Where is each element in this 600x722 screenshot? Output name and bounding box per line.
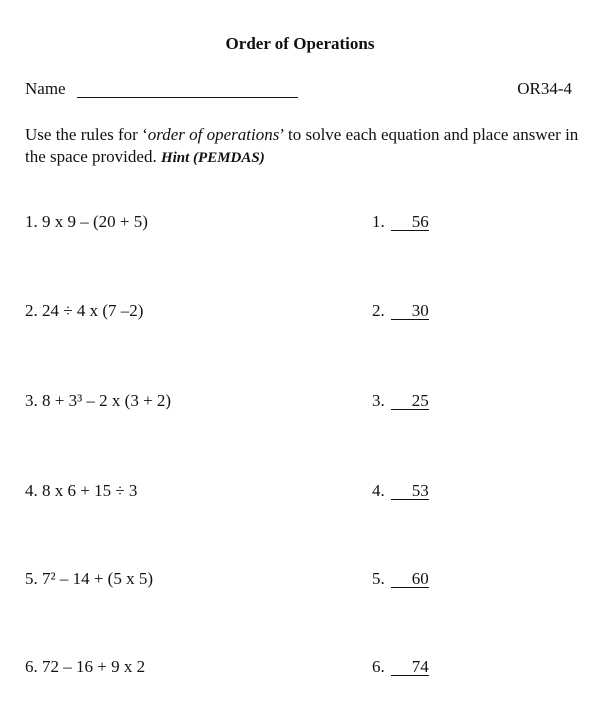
answer-3 <box>372 391 452 411</box>
problem-2: 2. 24 ÷ 4 x (7 –2) <box>25 301 144 320</box>
answer-number: 6. <box>372 657 385 676</box>
problem-6: 6. 72 – 16 + 9 x 2 <box>25 657 146 676</box>
page-title: Order of Operations <box>225 34 375 53</box>
answer-value: 74 <box>391 658 429 676</box>
answer-6 <box>372 657 452 677</box>
answer-number: 5. <box>372 569 385 588</box>
answer-2 <box>372 301 452 321</box>
problem-4: 4. 8 x 6 + 15 ÷ 3 <box>25 481 138 500</box>
answer-value: 56 <box>391 213 429 231</box>
answer-number: 1. <box>372 212 385 231</box>
name-label: Name <box>25 79 66 98</box>
instructions-hint: Hint (PEMDAS) <box>160 150 265 166</box>
problem-1: 1. 9 x 9 – (20 + 5) <box>25 212 148 231</box>
name-field-line <box>77 97 298 98</box>
instructions <box>25 124 585 169</box>
instructions-text-end: ’ to solve each equation and place answer in the space provided. <box>25 125 579 166</box>
answer-value: 25 <box>391 392 429 410</box>
answer-number: 3. <box>372 391 385 410</box>
worksheet-code: OR34-4 <box>517 79 572 98</box>
problem-3: 3. 8 + 3³ – 2 x (3 + 2) <box>25 391 172 410</box>
answer-value: 60 <box>391 570 429 588</box>
instructions-italic-term: order of operations <box>147 125 280 144</box>
answer-1 <box>372 212 452 232</box>
answer-number: 4. <box>372 481 385 500</box>
answer-5 <box>372 569 452 589</box>
problem-5: 5. 7² – 14 + (5 x 5) <box>25 569 154 588</box>
instructions-text-start: Use the rules for ‘ <box>25 125 148 144</box>
answer-number: 2. <box>372 301 385 320</box>
answer-4 <box>372 481 452 501</box>
answer-value: 53 <box>391 482 429 500</box>
answer-value: 30 <box>391 302 429 320</box>
